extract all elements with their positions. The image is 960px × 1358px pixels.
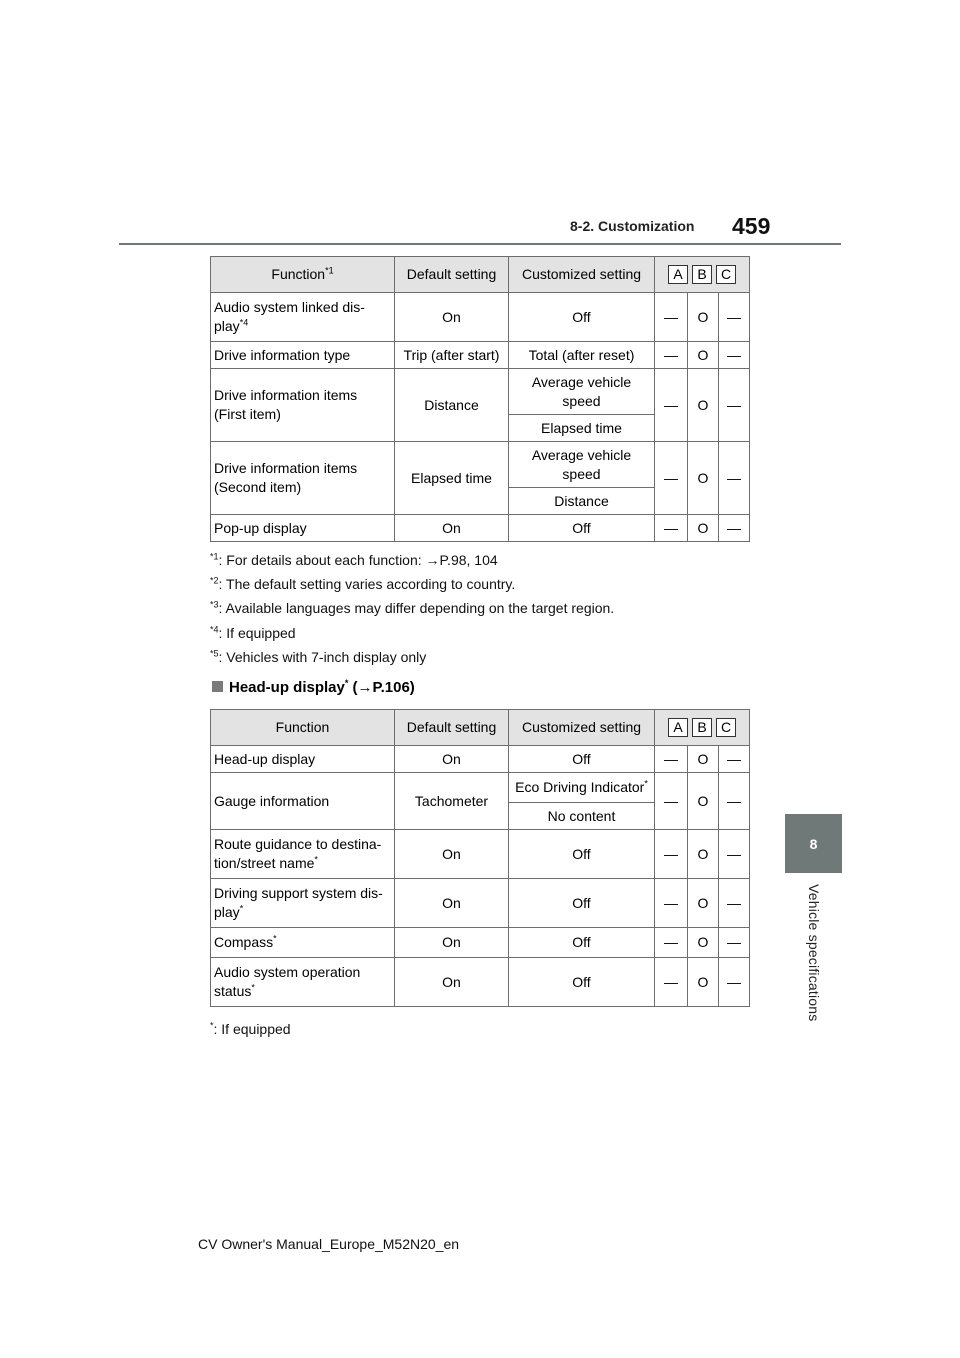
box-c: C xyxy=(716,265,736,284)
cell-a: — xyxy=(655,928,688,958)
cell-default: On xyxy=(395,928,509,958)
table-header xyxy=(211,710,750,746)
settings-table-2 xyxy=(210,709,750,1007)
table-row xyxy=(211,830,750,879)
table-row xyxy=(211,773,750,803)
cell-default: On xyxy=(395,958,509,1007)
cell-function: Route guidance to destina- tion/street name* xyxy=(211,830,395,879)
cell-customized: Off xyxy=(509,293,655,342)
cell-function: Head-up display xyxy=(211,746,395,773)
cell-b: O xyxy=(688,369,719,442)
footnote: $^{*5}$: Vehicles with 7-inch display only xyxy=(210,648,427,665)
cell-a: — xyxy=(655,830,688,879)
cell-customized: Distance xyxy=(509,488,655,515)
header-rule xyxy=(119,243,841,245)
cell-customized: Off xyxy=(509,515,655,542)
cell-customized: Off xyxy=(509,830,655,879)
cell-b: O xyxy=(688,342,719,369)
cell-c: — xyxy=(719,746,750,773)
page-number: 459 xyxy=(732,213,771,239)
cell-a: — xyxy=(655,746,688,773)
footnote: $^{*1}$: For details about each function: →P.98, 104 xyxy=(210,551,498,568)
cell-function: Drive information items (First item) xyxy=(211,369,395,442)
table-row xyxy=(211,342,750,369)
table-row xyxy=(211,958,750,1007)
cell-a: — xyxy=(655,369,688,442)
cell-default: On xyxy=(395,746,509,773)
cell-c: — xyxy=(719,879,750,928)
cell-b: O xyxy=(688,830,719,879)
cell-function: Compass* xyxy=(211,928,395,958)
cell-b: O xyxy=(688,515,719,542)
box-c: C xyxy=(716,718,736,737)
col-abc xyxy=(655,710,750,746)
col-default: Default setting xyxy=(395,257,509,293)
chapter-title: Vehicle specifications xyxy=(806,884,822,1022)
section-title: 8-2. Customization xyxy=(570,218,695,234)
cell-customized: Eco Driving Indicator* xyxy=(509,773,655,803)
cell-default: On xyxy=(395,515,509,542)
cell-b: O xyxy=(688,773,719,830)
footnote: $^{*2}$: The default setting varies according to country. xyxy=(210,575,516,592)
cell-a: — xyxy=(655,879,688,928)
cell-customized: Off xyxy=(509,928,655,958)
cell-c: — xyxy=(719,342,750,369)
cell-c: — xyxy=(719,958,750,1007)
cell-customized: Average vehicle speed xyxy=(509,369,655,415)
cell-default: Distance xyxy=(395,369,509,442)
box-b: B xyxy=(692,718,712,737)
col-customized: Customized setting xyxy=(509,710,655,746)
cell-c: — xyxy=(719,928,750,958)
cell-customized: Off xyxy=(509,879,655,928)
table-row xyxy=(211,293,750,342)
cell-a: — xyxy=(655,293,688,342)
section-heading: Head-up display* (→P.106) xyxy=(212,679,415,696)
cell-customized: Off xyxy=(509,958,655,1007)
footer-text: CV Owner's Manual_Europe_M52N20_en xyxy=(198,1236,460,1252)
table-row xyxy=(211,369,750,415)
cell-a: — xyxy=(655,342,688,369)
table-row xyxy=(211,928,750,958)
col-function: Function xyxy=(211,710,395,746)
table-row xyxy=(211,515,750,542)
cell-c: — xyxy=(719,369,750,442)
cell-function: Audio system operation status* xyxy=(211,958,395,1007)
col-abc xyxy=(655,257,750,293)
table-row xyxy=(211,442,750,488)
cell-default: Tachometer xyxy=(395,773,509,830)
cell-function: Drive information type xyxy=(211,342,395,369)
chapter-number: 8 xyxy=(809,835,818,852)
footnote: *: If equipped xyxy=(210,1020,291,1037)
cell-a: — xyxy=(655,442,688,515)
cell-customized: Total (after reset) xyxy=(509,342,655,369)
cell-a: — xyxy=(655,958,688,1007)
footnote-mark: *1 xyxy=(325,265,334,276)
footnote: $^{*3}$: Available languages may differ depending on the target region. xyxy=(210,599,615,616)
col-function: Function$^{*1}$ xyxy=(211,257,395,293)
cell-function: Gauge information xyxy=(211,773,395,830)
box-a: A xyxy=(668,718,688,737)
cell-customized: Off xyxy=(509,746,655,773)
cell-function: Drive information items (Second item) xyxy=(211,442,395,515)
cell-customized: Average vehicle speed xyxy=(509,442,655,488)
cell-b: O xyxy=(688,442,719,515)
cell-default: On xyxy=(395,293,509,342)
footnote: $^{*4}$: If equipped xyxy=(210,624,296,641)
table-row xyxy=(211,879,750,928)
table-row xyxy=(211,746,750,773)
cell-b: O xyxy=(688,958,719,1007)
box-b: B xyxy=(692,265,712,284)
cell-b: O xyxy=(688,928,719,958)
chapter-tab xyxy=(785,814,842,873)
cell-a: — xyxy=(655,515,688,542)
cell-c: — xyxy=(719,773,750,830)
col-default: Default setting xyxy=(395,710,509,746)
cell-customized: Elapsed time xyxy=(509,415,655,442)
cell-b: O xyxy=(688,879,719,928)
settings-table-1 xyxy=(210,256,750,542)
square-bullet-icon xyxy=(212,681,223,692)
cell-default: On xyxy=(395,830,509,879)
cell-function: Driving support system dis- play* xyxy=(211,879,395,928)
cell-function: Pop-up display xyxy=(211,515,395,542)
cell-default: On xyxy=(395,879,509,928)
cell-c: — xyxy=(719,293,750,342)
cell-a: — xyxy=(655,773,688,830)
cell-c: — xyxy=(719,442,750,515)
cell-default: Trip (after start) xyxy=(395,342,509,369)
cell-c: — xyxy=(719,830,750,879)
cell-function: Audio system linked dis- play$^{*4}$ xyxy=(211,293,395,342)
col-customized: Customized setting xyxy=(509,257,655,293)
cell-c: — xyxy=(719,515,750,542)
cell-default: Elapsed time xyxy=(395,442,509,515)
cell-customized: No content xyxy=(509,803,655,830)
box-a: A xyxy=(668,265,688,284)
table-header xyxy=(211,257,750,293)
cell-b: O xyxy=(688,746,719,773)
cell-b: O xyxy=(688,293,719,342)
